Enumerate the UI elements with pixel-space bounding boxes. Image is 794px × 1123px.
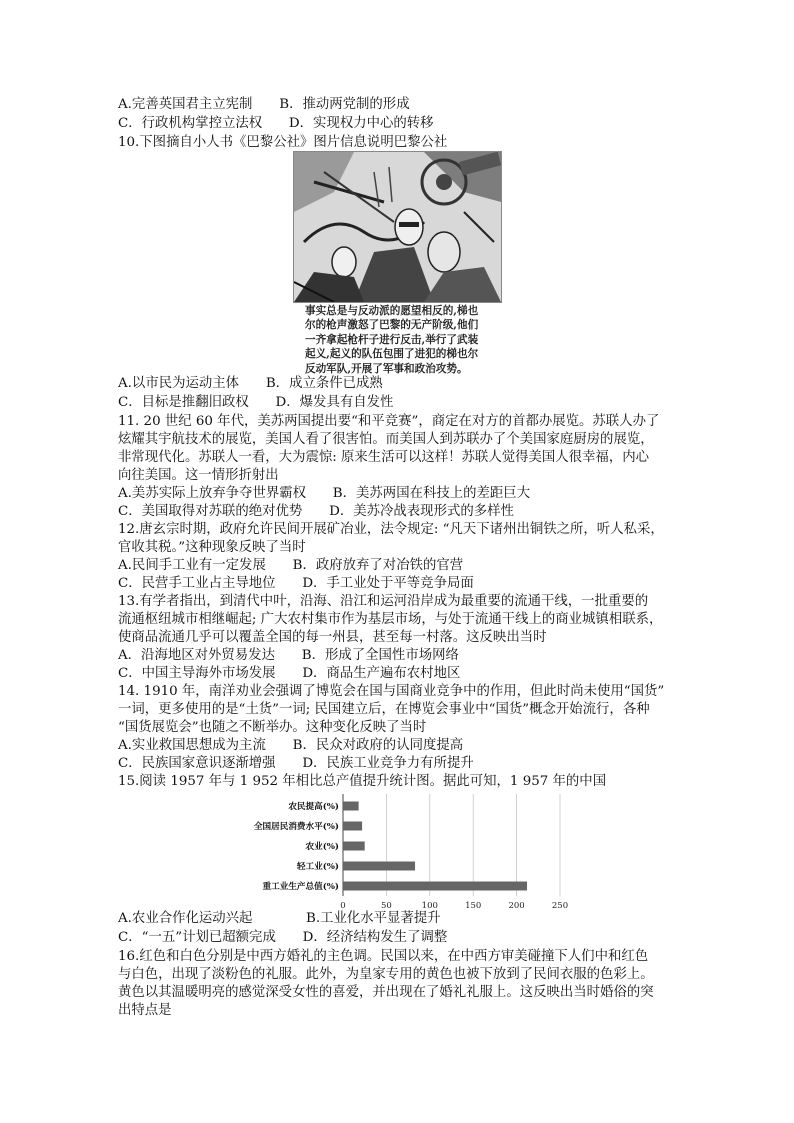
q13-stem-line: 使商品流通几乎可以覆盖全国的每一州县，甚至每一村落。这反映出当时	[118, 630, 547, 645]
bar	[343, 802, 359, 811]
q12-stem-line: 12.唐玄宗时期，政府允许民间开展矿冶业，法令规定: “凡天下诸州出铜铁之所，听人私采，	[118, 522, 664, 537]
q16-stem-line: 黄色以其温暖明亮的感觉深受女性的喜爱，并出现在了婚礼礼服上。这反映出当时婚俗的突	[118, 985, 654, 1000]
paris-commune-illustration	[293, 151, 502, 303]
q15-stem: 15.阅读 1957 年与 1 952 年相比总产值提升统计图。据此可知，1 957 年的中国	[118, 774, 607, 789]
q16-stem-line: 16.红色和白色分别是中西方婚礼的主色调。民国以来，在中西方审美碰撞下人们中和红色	[118, 949, 649, 964]
bar	[343, 842, 365, 851]
x-tick-label: 250	[551, 901, 569, 911]
caption-line: 事实总是与反动派的愿望相反的,梯也	[305, 305, 479, 317]
q14-stem-line: 14. 1910 年，南洋劝业会强调了博览会在国与国商业竞争中的作用，但此时尚未使用“国货”	[118, 684, 665, 699]
caption-line: 尔的枪声激怒了巴黎的无产阶级,他们	[305, 319, 479, 332]
q10-options-ab: A.以市民为运动主体 B．成立条件已成熟	[118, 376, 383, 391]
category-label: 轻工业(%)	[296, 862, 339, 872]
q11-stem-line: 炫耀其宇航技术的展览，美国人看了很害怕。而美国人到苏联办了个美国家庭厨房的展览，	[118, 432, 654, 447]
q12-options-ab: A.民间手工业有一定发展 B．政府放弃了对冶铁的官营	[118, 558, 464, 573]
q15-options-cd: C．“一五”计划已超额完成 D．经济结构发生了调整	[118, 930, 448, 945]
q9-options-ab: A.完善英国君主立宪制 B．推动两党制的形成	[118, 97, 410, 112]
q13-stem-line: 13.有学者指出，到清代中叶，沿海、沿江和运河沿岸成为最重要的流通干线，一批重要的	[118, 594, 649, 609]
q10-options-cd: C．目标是推翻旧政权 D．爆发具有自发性	[118, 395, 394, 410]
x-tick-label: 0	[340, 901, 346, 911]
x-tick-label: 150	[465, 901, 482, 911]
q16-stem-line: 出特点是	[118, 1003, 172, 1018]
q11-stem-line: 向往美国。这一情形折射出	[118, 468, 279, 483]
q14-stem-line: “国货展览会”也随之不断举办。这种变化反映了当时	[118, 720, 427, 735]
q13-stem-line: 流通枢纽城市相继崛起; 广大农村集市作为基层市场，与处于流通干线上的商业城镇相联系，	[118, 612, 663, 627]
output-growth-chart	[225, 792, 575, 917]
illustration-icon	[294, 152, 501, 302]
q14-options-ab: A.实业救国思想成为主流 B．民众对政府的认同度提高	[118, 738, 464, 753]
bar	[343, 882, 527, 891]
q11-options-cd: C．美国取得对苏联的绝对优势 D．美苏冷战表现形式的多样性	[118, 504, 514, 519]
category-label: 重工业生产总值(%)	[262, 882, 339, 892]
q10-stem: 10.下图摘自小人书《巴黎公社》图片信息说明巴黎公社	[118, 135, 448, 150]
caption-line: 起义,起义的队伍包围了进犯的梯也尔	[305, 348, 479, 361]
q14-options-cd: C．民族国家意识逐渐增强 D．民族工业竞争力有所提升	[118, 756, 474, 771]
x-tick-label: 100	[421, 901, 438, 911]
x-tick-label: 50	[380, 901, 392, 911]
q12-options-cd: C．民营手工业占主导地位 D．手工业处于平等竞争局面	[118, 576, 474, 591]
q11-stem-line: 11. 20 世纪 60 年代，美苏两国提出要“和平竞赛”，商定在对方的首都办展览。苏联人办了	[118, 414, 660, 429]
q14-stem-line: 一词，更多使用的是“土货”一词; 民国建立后，在博览会事业中“国货”概念开始流行，各种	[118, 702, 650, 717]
q9-options-cd: C．行政机构掌控立法权 D．实现权力中心的转移	[118, 116, 434, 131]
bar	[343, 862, 415, 871]
q11-options-ab: A.美苏实际上放弃争夺世界霸权 B．美苏两国在科技上的差距巨大	[118, 486, 531, 501]
category-label: 农业(%)	[305, 842, 339, 852]
q16-stem-line: 与白色，出现了淡粉色的礼服。此外，为皇家专用的黄色也被下放到了民间衣服的色彩上。	[118, 967, 654, 982]
q15-options-ab: A.农业合作化运动兴起 B.工业化水平显著提升	[118, 911, 441, 926]
bar	[343, 822, 362, 831]
q11-stem-line: 非常现代化。苏联人一看，大为震惊: 原来生活可以这样！苏联人觉得美国人很幸福，内心	[118, 450, 649, 465]
category-label: 农民提高(%)	[288, 802, 339, 812]
q13-options-cd: C．中国主导海外市场发展 D．商品生产遍布农村地区	[118, 666, 461, 681]
category-label: 全国居民消费水平(%)	[253, 822, 339, 832]
caption-line: 一齐拿起枪杆子进行反击,举行了武装	[305, 333, 479, 346]
q13-options-ab: A．沿海地区对外贸易发达 B．形成了全国性市场网络	[118, 648, 459, 663]
q12-stem-line: 官收其税。”这种现象反映了当时	[118, 540, 306, 555]
x-tick-label: 200	[508, 901, 525, 911]
caption-line: 反动军队,开展了军事和政治攻势。	[305, 362, 468, 375]
illustration-caption	[305, 304, 505, 376]
